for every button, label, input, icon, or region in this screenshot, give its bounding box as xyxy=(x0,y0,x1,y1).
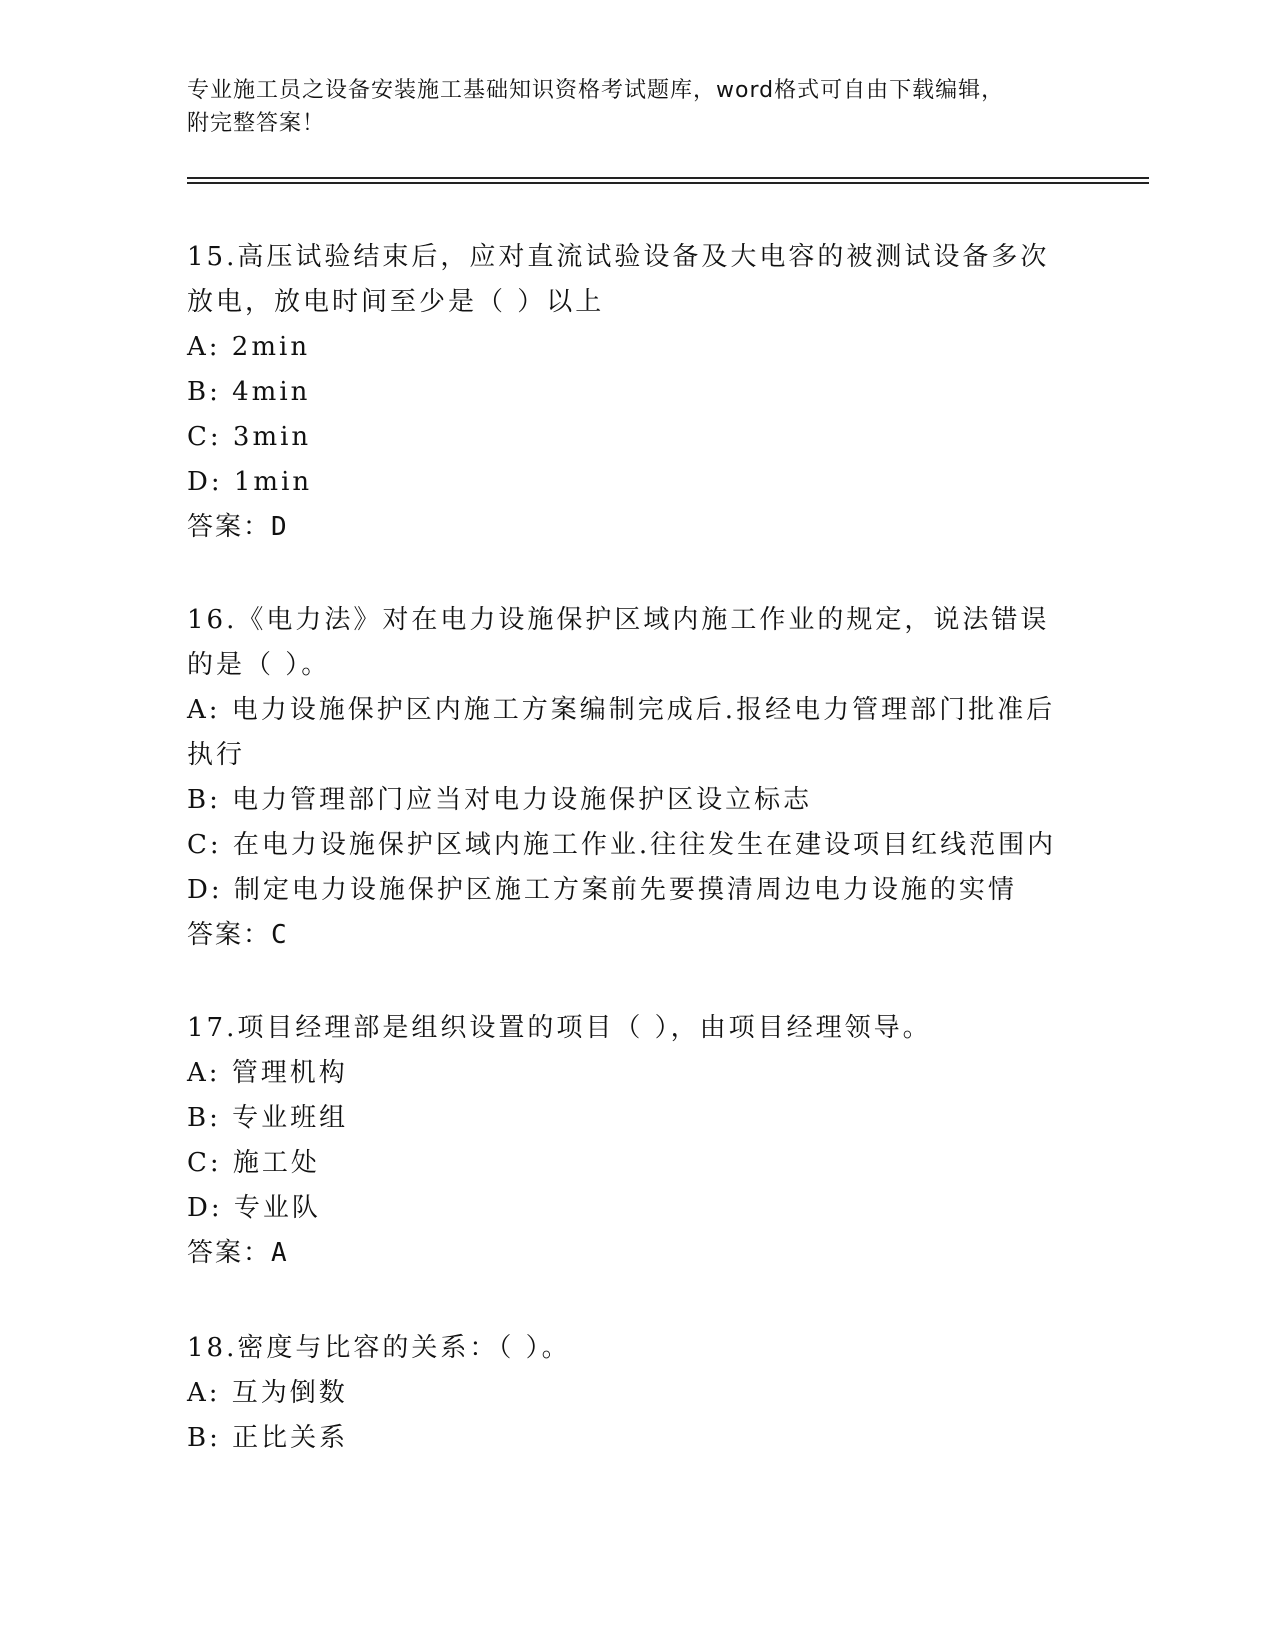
question-stem: 18.密度与比容的关系：（ ）。 xyxy=(187,1333,571,1363)
option-c: C: 施工处 xyxy=(187,1148,320,1178)
option-c: C: 在电力设施保护区域内施工作业.往往发生在建设项目红线范围内 xyxy=(187,830,1057,860)
document-header xyxy=(187,74,1067,140)
option-a: A: 电力设施保护区内施工方案编制完成后.报经电力管理部门批准后执行 xyxy=(187,695,1056,770)
option-b: B: 正比关系 xyxy=(187,1423,349,1453)
option-a: A: 2min xyxy=(187,332,311,362)
answer-label: 答案： xyxy=(187,1238,272,1268)
answer-label: 答案： xyxy=(187,512,272,542)
question-15 xyxy=(187,235,1067,550)
answer-line xyxy=(187,913,1067,958)
header-divider-top xyxy=(187,177,1149,179)
option-b: B: 4min xyxy=(187,377,311,407)
answer-line xyxy=(187,505,1067,550)
option-d: D: 专业队 xyxy=(187,1193,321,1223)
question-stem: 15.高压试验结束后，应对直流试验设备及大电容的被测试设备多次放电，放电时间至少是（ ）以上 xyxy=(187,242,1050,317)
question-18 xyxy=(187,1326,1067,1461)
option-c: C: 3min xyxy=(187,422,312,452)
question-17 xyxy=(187,1006,1067,1276)
header-line-1: 专业施工员之设备安装施工基础知识资格考试题库，word格式可自由下载编辑， xyxy=(187,78,1005,103)
option-d: D: 1min xyxy=(187,467,313,497)
answer-value: D xyxy=(271,512,289,542)
option-b: B: 专业班组 xyxy=(187,1103,349,1133)
question-stem: 16.《电力法》对在电力设施保护区域内施工作业的规定，说法错误的是（ ）。 xyxy=(187,605,1050,680)
header-divider-bottom xyxy=(187,182,1149,184)
option-d: D: 制定电力设施保护区施工方案前先要摸清周边电力设施的实情 xyxy=(187,875,1017,905)
option-b: B: 电力管理部门应当对电力设施保护区设立标志 xyxy=(187,785,813,815)
question-16 xyxy=(187,598,1067,958)
answer-label: 答案： xyxy=(187,920,272,950)
option-a: A: 管理机构 xyxy=(187,1058,348,1088)
header-line-2: 附完整答案！ xyxy=(187,111,326,136)
answer-line xyxy=(187,1231,1067,1276)
question-stem: 17.项目经理部是组织设置的项目（ ），由项目经理领导。 xyxy=(187,1013,932,1043)
answer-value: C xyxy=(271,920,289,950)
option-a: A: 互为倒数 xyxy=(187,1378,348,1408)
answer-value: A xyxy=(271,1238,289,1268)
